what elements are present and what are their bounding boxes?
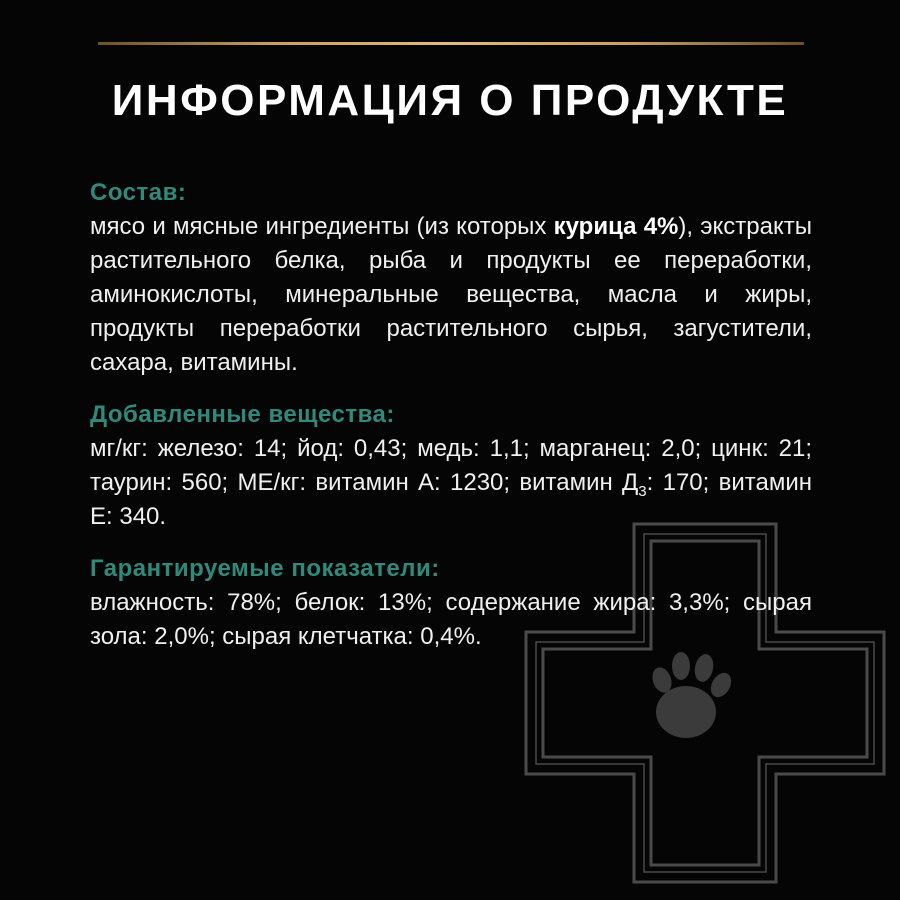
additives-heading: Добавленные вещества: [90,401,395,428]
product-info [90,176,812,672]
guaranteed-analysis-section [90,552,812,654]
composition-section [90,176,812,380]
gold-divider [98,42,804,45]
additives-section [90,398,812,534]
chicken-percentage: курица 4% [553,213,679,240]
guaranteed-analysis-text: влажность: 78%; белок: 13%; содержание жира: 3,3%; сырая зола: 2,0%; сырая клетчатка: 0,4%. [90,589,812,650]
composition-text: мясо и мясные ингредиенты (из которых курица 4%), экстракты растительного белка, рыба и продукты ее переработки, аминокислоты, минеральные вещества, масла и жиры, продукты переработки растительного сырья, загустители, сахара, витамины. [90,213,812,376]
composition-heading: Состав: [90,179,187,206]
page-title: ИНФОРМАЦИЯ О ПРОДУКТЕ [111,76,789,125]
guaranteed-analysis-heading: Гарантируемые показатели: [90,555,440,582]
additives-text: мг/кг: железо: 14; йод: 0,43; медь: 1,1; марганец: 2,0; цинк: 21; таурин: 560; МЕ/кг: витамин А: 1230; витамин $Д_3$: 170; витамин Е: 340. [90,435,812,530]
